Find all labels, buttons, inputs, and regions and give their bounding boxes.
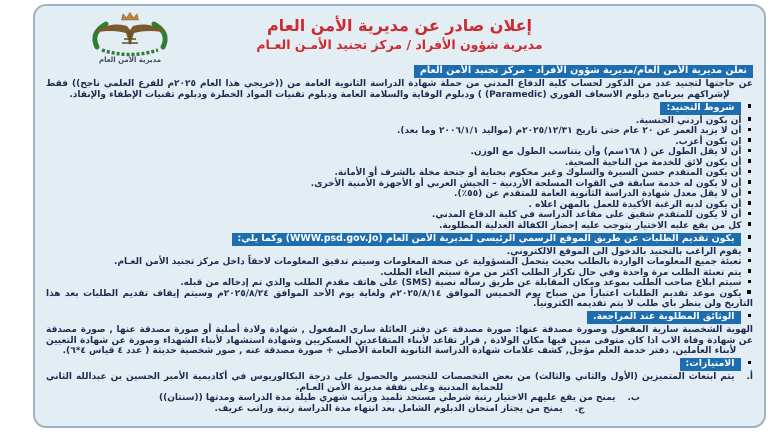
condition-item xyxy=(46,200,753,211)
condition-item xyxy=(46,137,753,148)
documents-paragraph: الهوية الشخصية سارية المفعول وصورة مصدقة عنها: صورة مصدقة عن دفتر العائلة ساري المفعول , شهادة ولادة أصلية أو صورة مصدقة عنها , صورة مصدقة عن شهادة وفاة الاب اذا كان متوفى مبين فيها مكان الولادة , قرار تقاعد لأبناء المتقاعدين العسكريين وشهادة استشهاد لأبناء الشهداء وصورة عن شهادة التعيين لأبناء العاملين. دفتر خدمة العلم مؤجل, كشف علامات شهادة الدراسة الثانوية العامة الأصلي + صورة مصدقة عنه , صور شخصية حديثة ( عدد ٤ قياس ٤*٦). xyxy=(46,325,753,356)
benefit-letter: ج. xyxy=(574,403,585,414)
benefit-item xyxy=(46,393,753,404)
condition-text: ان يكون أعزب. xyxy=(675,136,742,147)
benefits-heading: الامتيازات: xyxy=(680,358,741,371)
condition-item xyxy=(46,189,753,200)
bullet-icon xyxy=(748,138,752,142)
psd-emblem-icon xyxy=(80,10,180,64)
condition-text: أن يكون المتقدم حسن السيرة والسلوك وغير محكوم بجناية أو جنحة مخلة بالشرف أو الأمانة. xyxy=(334,168,742,178)
bullet-icon xyxy=(748,170,752,174)
application-list xyxy=(46,247,753,310)
page-title: إعلان صادر عن مديرية الأمن العام xyxy=(266,16,533,35)
conditions-list xyxy=(46,116,753,232)
application-text: يكون موعد تقديم الطلبات اعتباراً من صباح يوم الخميس الموافق ٢٠٢٥/٨/١٤م ولغاية يوم الأحد الموافق ٢٠٢٥/٨/٢٤م وسيتم إيقاف تقديم الطلبات بعد هذا التاريخ ولن ينظر باي طلب لا يتم تقديمه الكترونياً. xyxy=(46,288,753,309)
issuer-row xyxy=(46,65,753,78)
bullet-icon xyxy=(748,259,752,263)
condition-item xyxy=(46,158,753,169)
documents-heading: الوثائق المطلوبة عند المراجعة. xyxy=(587,311,740,324)
bullet-icon xyxy=(748,269,752,273)
condition-item xyxy=(46,126,753,137)
bullet-icon xyxy=(748,128,752,132)
page-subtitle: مديرية شؤون الأفراد / مركز تجنيد الأمـن العـام xyxy=(256,37,543,52)
condition-item xyxy=(46,147,753,158)
bullet-icon xyxy=(748,191,752,195)
bullet-icon xyxy=(748,248,752,252)
application-text: تعبئة جميع المعلومات الواردة بالطلب بحيث يتحمل المسؤولية عن صحة المعلومات وسيتم تدقيق المعلومات لاحقاً داخل مركز تجنيد الأمن العـام. xyxy=(114,257,742,267)
application-text: سيتم ابلاغ صاحب الطلب بموعد ومكان المقابلة عن طريق رساله نصية (SMS) على هاتف مقدم الطلب والذي تم إدخاله من قبله. xyxy=(180,278,742,288)
bullet-icon xyxy=(748,212,752,216)
benefit-letter: أ. xyxy=(746,372,753,382)
benefit-item xyxy=(46,404,753,415)
bullet-icon xyxy=(748,314,752,318)
document-header xyxy=(46,9,753,65)
application-text: يقوم الراغب بالتجنيد بالدخول الى الموقع الالكتروني. xyxy=(506,246,742,257)
conditions-heading: شروط التجنيد: xyxy=(660,102,740,115)
condition-item xyxy=(46,179,753,190)
condition-text: أن يكون أردني الجنسية. xyxy=(635,115,742,126)
condition-item xyxy=(46,168,753,179)
logo-caption: مديرية الأمن العام xyxy=(98,56,162,64)
bullet-icon xyxy=(748,201,752,205)
application-item xyxy=(46,289,753,310)
bullet-icon xyxy=(748,180,752,184)
application-item xyxy=(46,257,753,268)
benefit-letter: ب. xyxy=(627,393,640,403)
bullet-icon xyxy=(747,290,751,294)
application-text: يتم تعبئة الطلب مرة واحدة وفي حال تكرار الطلب اكثر من مرة سيتم الغاء الطلب. xyxy=(380,267,742,278)
condition-text: أن لا يقل الطول عن ( ١٦٨سم) وأن يتناسب الطول مع الوزن. xyxy=(470,147,742,157)
document-frame xyxy=(33,4,766,428)
condition-text: أن يكون لائق للخدمة من الناحية الصحية. xyxy=(564,157,742,168)
bullet-icon xyxy=(748,235,752,239)
bullet-icon xyxy=(748,104,752,108)
bullet-icon xyxy=(748,280,752,284)
application-heading: يكون تقديم الطلبات عن طريق الموقع الرسمي الرئيسي لمديرية الأمن العام (WWW.psd.gov.Jo) وكما يلي: xyxy=(232,233,741,246)
bullet-icon xyxy=(748,222,752,226)
intro-paragraph: عن حاجتها لتجنيد عدد من الذكور لحساب كلية الدفاع المدني من حملة شهادة الدراسة الثانوية العامة من ((خريجي هذا العام ٢٠٢٥م للفرع العلمي ناجح)) فقط لإشراكهم ببرنامج دبلوم الاسعاف الفوري (Paramedic) ) ودبلوم الوقاية والسلامة العامة ودبلوم تقنيات المواد الخطرة ودبلوم تقنيات الإطفاء والإنقاذ. xyxy=(46,79,754,100)
document-body xyxy=(46,65,753,414)
condition-text: أن لا يكون للمتقدم شقيق على مقاعد الدراسة في كلية الدفاع المدني. xyxy=(431,210,742,220)
conditions-heading-row xyxy=(46,102,753,115)
condition-item xyxy=(46,210,753,221)
benefit-text: يتم ابتعاث المتميزين (الأول والثاني والثالث) من بعض التخصصات للتجسير والحصول على درجة البكالوريوس في أكاديمية الأمير الحسين بن عبدالله الثاني للحماية المدنية وعلى نفقة مديرية الأمن العـام. xyxy=(46,372,735,393)
condition-text: كل من يقع عليه الاختيار يتوجب عليه إحضار الكفالة العدلية المطلوبة. xyxy=(438,220,742,231)
condition-item xyxy=(46,116,753,127)
condition-text: أن لا يكون له خدمة سابقة في القوات المسلحة الأردنية – الجيش العربي أو الأجهزة الأمنية الأخرى. xyxy=(310,178,742,189)
benefits-heading-row xyxy=(46,358,753,371)
condition-item xyxy=(46,221,753,232)
bullet-icon xyxy=(748,361,752,365)
application-item xyxy=(46,247,753,258)
bullet-icon xyxy=(748,117,752,121)
bullet-icon xyxy=(748,159,752,163)
application-item xyxy=(46,278,753,289)
benefits-list xyxy=(46,372,753,414)
issuer-heading: تعلن مديرية الأمن العام/مديرية شؤون الأفراد - مركز تجنيد الأمن العام xyxy=(414,65,753,78)
benefit-text: يمنح من يجتاز امتحان الدبلوم الشامل بعد انتهاء مدة الدراسة رتبة وراتب عريف. xyxy=(214,403,563,414)
benefit-item xyxy=(46,372,753,393)
condition-text: أن لا يقل معدل شهادة الدراسة الثانوية العامة للمتقدم عن (٥٥٪). xyxy=(454,189,742,199)
application-item xyxy=(46,268,753,279)
condition-text: أن لا يزيد العمر عن ٢٠ عام حتى تاريخ ٢٠٢٥/١٢/٣١م (مواليد ٢٠٠٦/١/١ وما بعد). xyxy=(397,126,742,136)
benefit-text: يمنح من يقع عليهم الاختيار رتبة شرطي مستجد تلميذ وراتب شهري طيلة مدة الدراسة ومدتها ((سنتان)) xyxy=(159,393,616,403)
condition-text: أن يكون لديه الرغبة الأكيدة للعمل بالمهن اعلاه . xyxy=(528,199,742,210)
application-heading-row xyxy=(46,233,753,246)
documents-heading-row xyxy=(46,311,753,324)
bullet-icon xyxy=(748,149,752,153)
